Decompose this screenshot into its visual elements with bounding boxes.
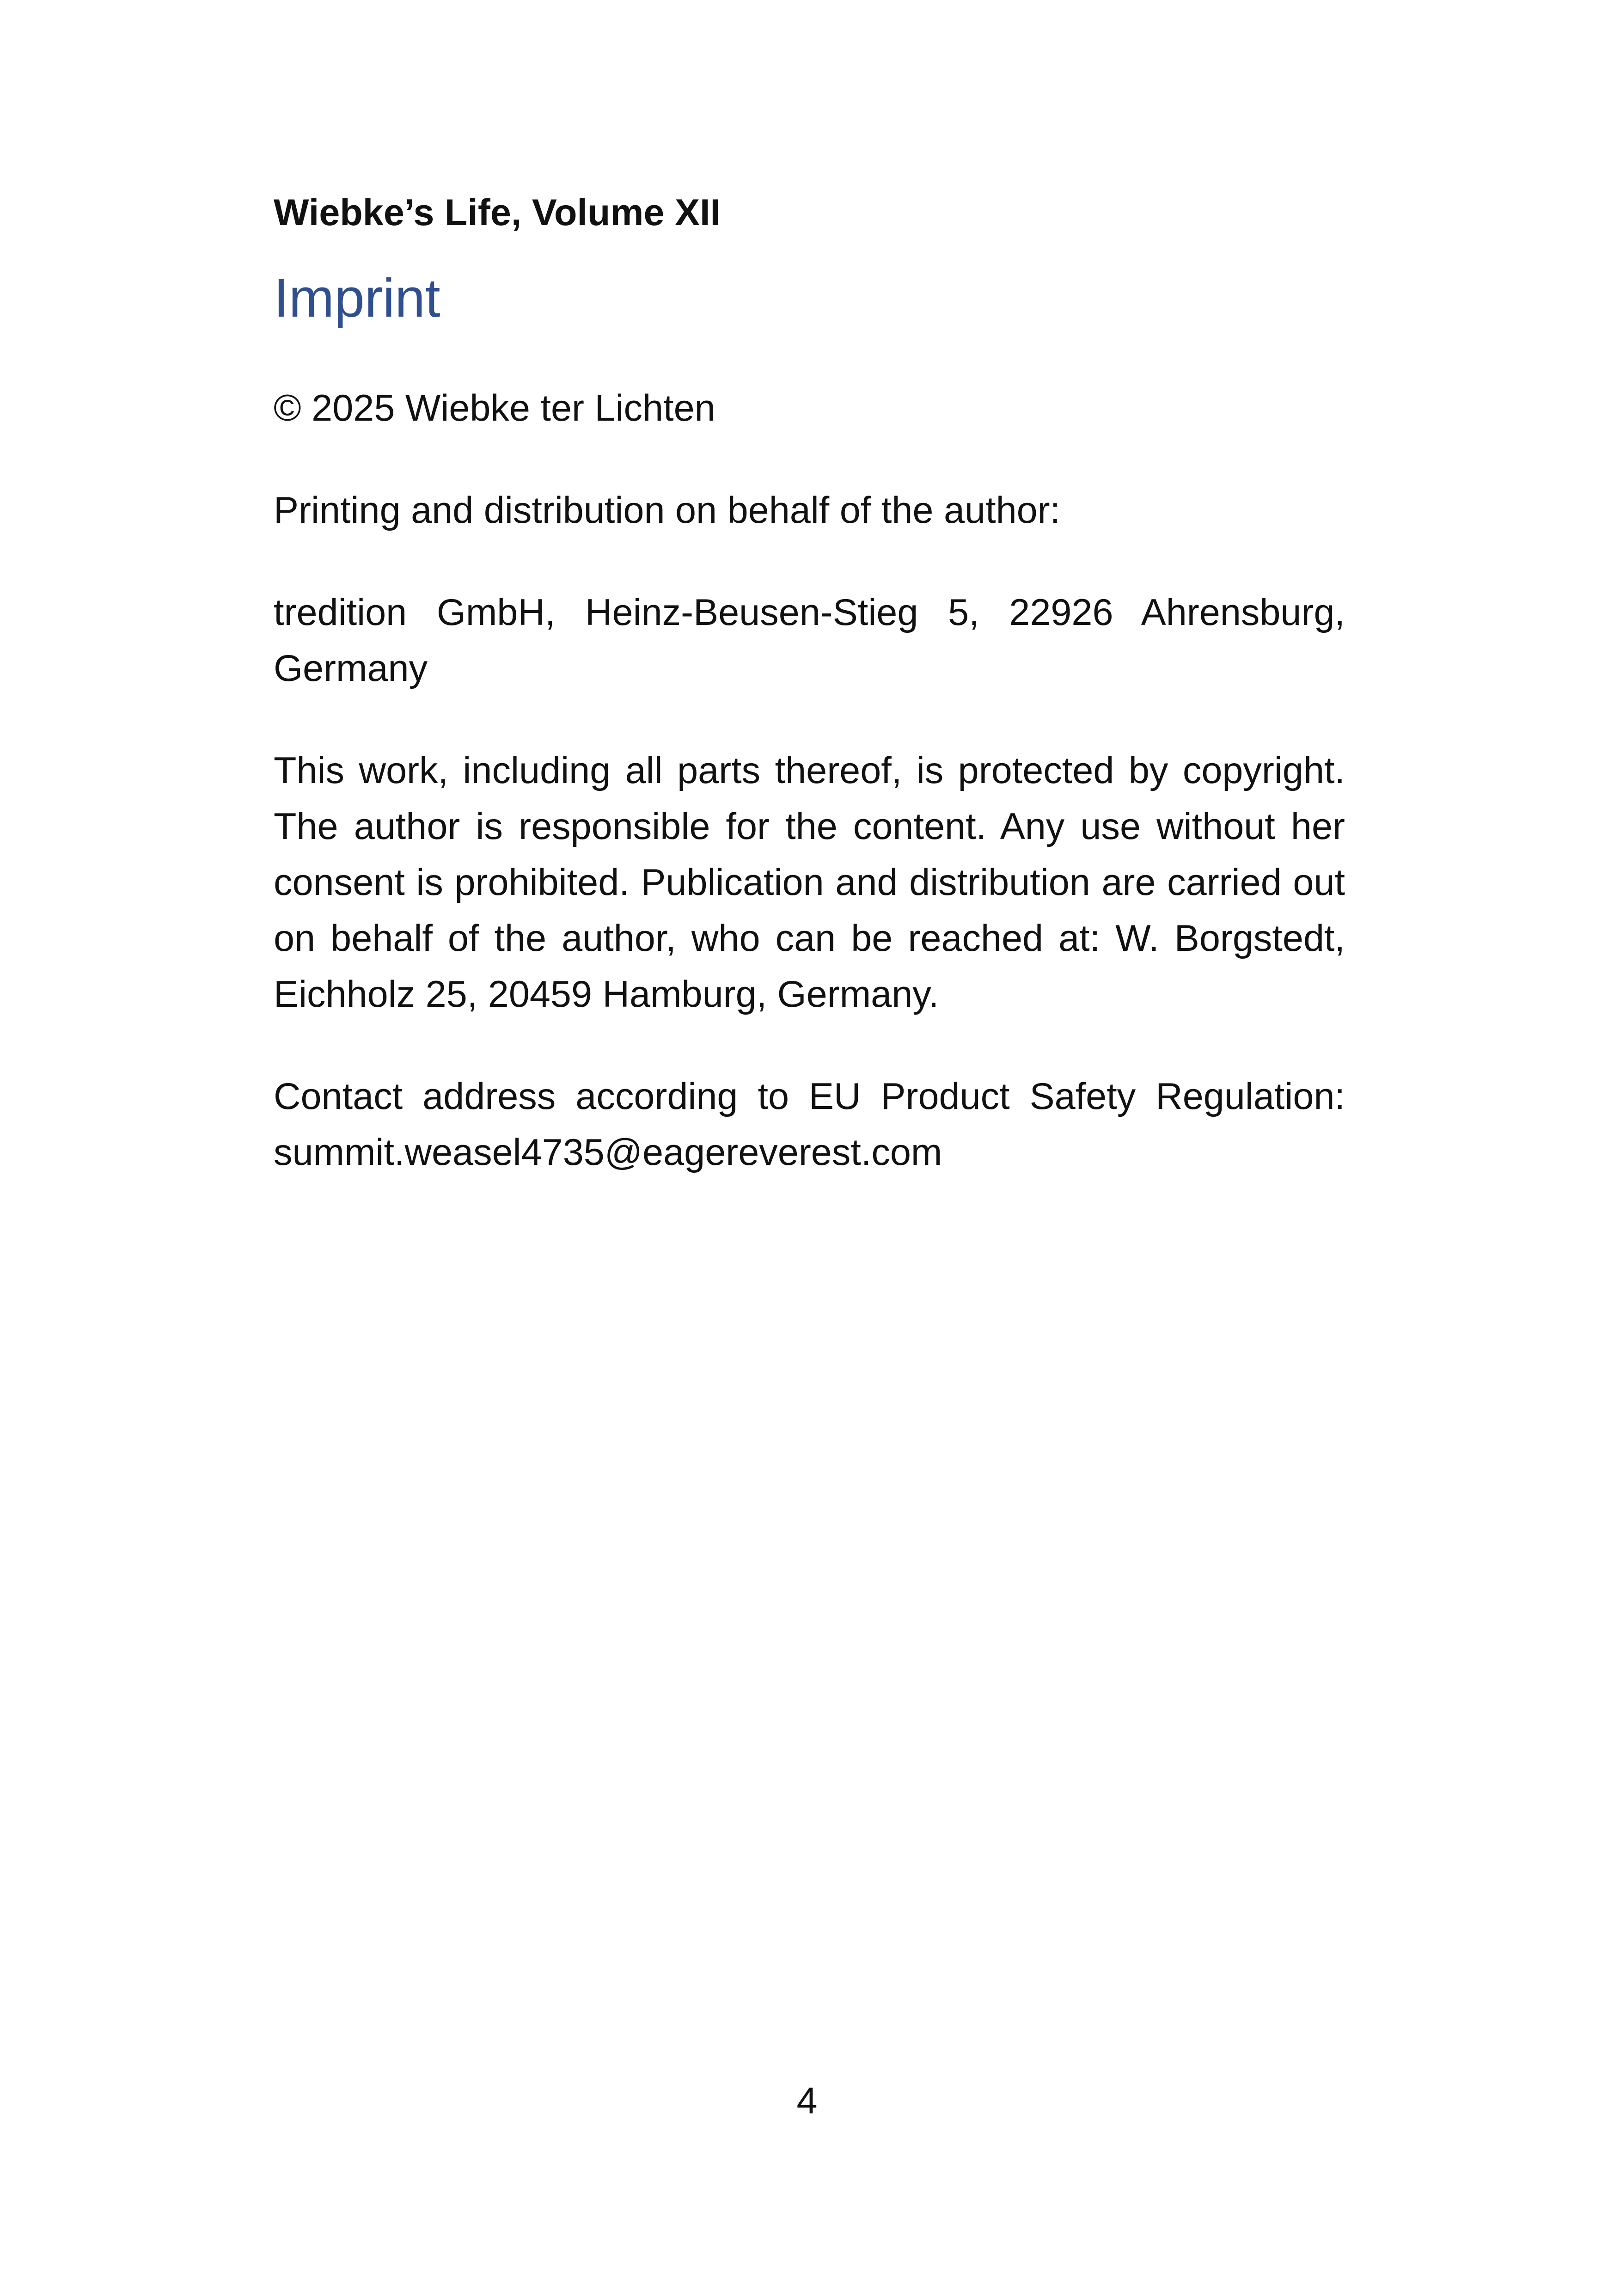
copyright-line: © 2025 Wiebke ter Lichten bbox=[274, 387, 715, 429]
page-number: 4 bbox=[796, 2080, 818, 2122]
printing-note: Printing and distribution on behalf of the author: bbox=[274, 490, 1061, 531]
imprint-content bbox=[274, 187, 1345, 1181]
contact-paragraph: Contact address according to EU Product Safety Regulation: summit.weasel4735@eagereverest.com bbox=[274, 1076, 1345, 1173]
publisher-address: tredition GmbH, Heinz-Beusen-Stieg 5, 22926 Ahrensburg, Germany bbox=[274, 592, 1345, 689]
page-heading: Imprint bbox=[274, 268, 440, 329]
rights-paragraph: This work, including all parts thereof, is protected by copyright. The author is responsible for the content. Any use without her consent is prohibited. Publication and distribution are carried out on behalf of the author, who can be reached at: W. Borgstedt, Eichholz 25, 20459 Hamburg, Germany. bbox=[274, 750, 1345, 1015]
book-title: Wiebke’s Life, Volume XII bbox=[274, 192, 721, 233]
